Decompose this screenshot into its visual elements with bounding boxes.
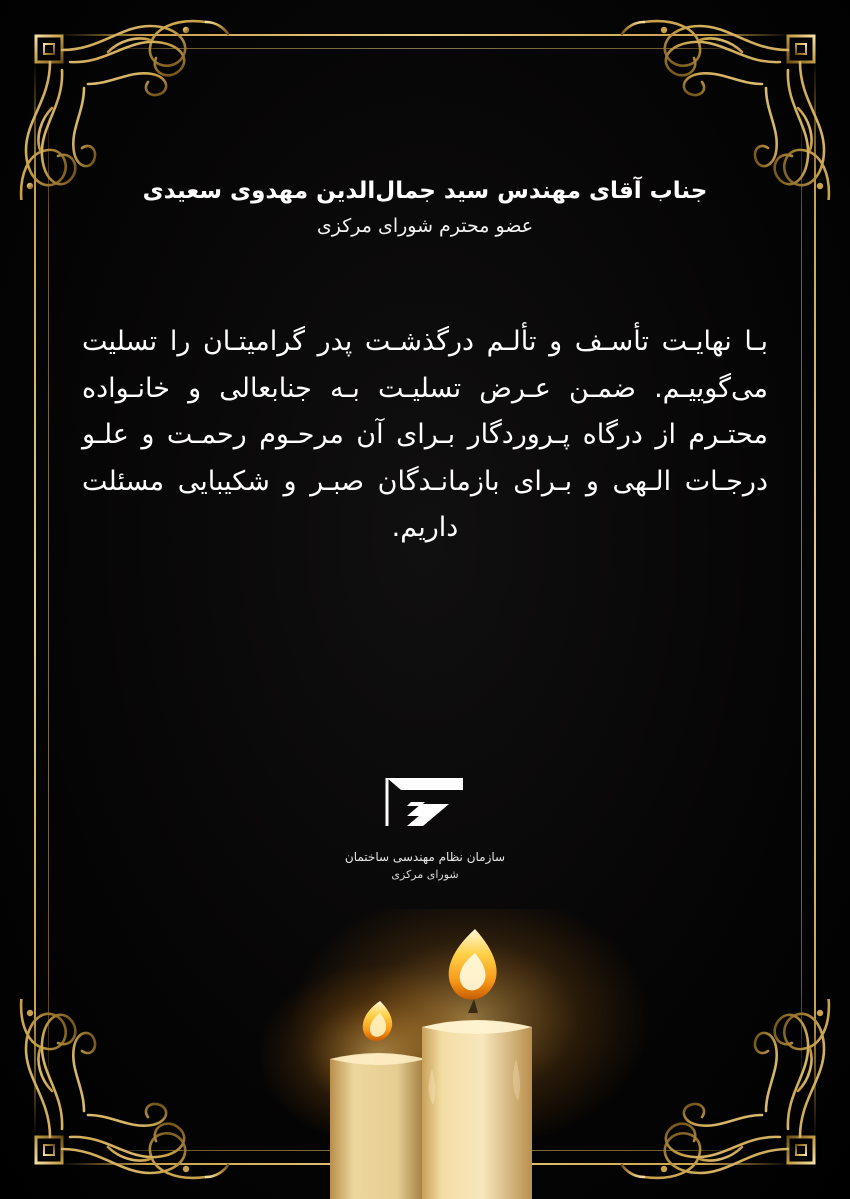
mourning-candles-image: [0, 909, 850, 1199]
frame-inner-right: [801, 95, 802, 1104]
organization-council: شورای مرکزی: [391, 868, 459, 881]
frame-border-top: [60, 34, 790, 36]
corner-ornament-icon: [0, 999, 250, 1199]
corner-ornament-icon: [600, 999, 850, 1199]
organization-name: سازمان نظام مهندسی ساختمان: [344, 850, 506, 864]
corner-ornament-icon: [0, 0, 250, 200]
frame-inner-top: [95, 48, 755, 49]
frame-border-left: [34, 60, 36, 1139]
organization-logo-block: [0, 770, 850, 881]
frame-inner-left: [48, 95, 49, 1104]
card-content: [60, 175, 790, 551]
frame-border-bottom: [60, 1163, 790, 1165]
honoree-name: جناب آقای مهندس سید جمال‌الدین مهدوی سعیدی: [142, 178, 708, 204]
frame-inner-bottom: [95, 1150, 755, 1151]
building-engineering-organization-logo-icon: [377, 770, 473, 840]
condolence-message: بـا نهایـت تأسـف و تألـم درگذشـت پدر گرامیتـان را تسلیت می‌گوییـم. ضمـن عـرض تسلیـت بـه جنابعالی و خانـواده محتـرم از درگاه پـروردگار بـرای آن مرحـوم رحمـت و علـو درجـات الـهی و بـرای بازمانـدگان صبـر و شکیبایی مسئلت داریم.: [82, 326, 768, 543]
corner-ornament-icon: [600, 0, 850, 200]
honoree-role: عضو محترم شورای مرکزی: [316, 215, 534, 238]
frame-border-right: [814, 60, 816, 1139]
